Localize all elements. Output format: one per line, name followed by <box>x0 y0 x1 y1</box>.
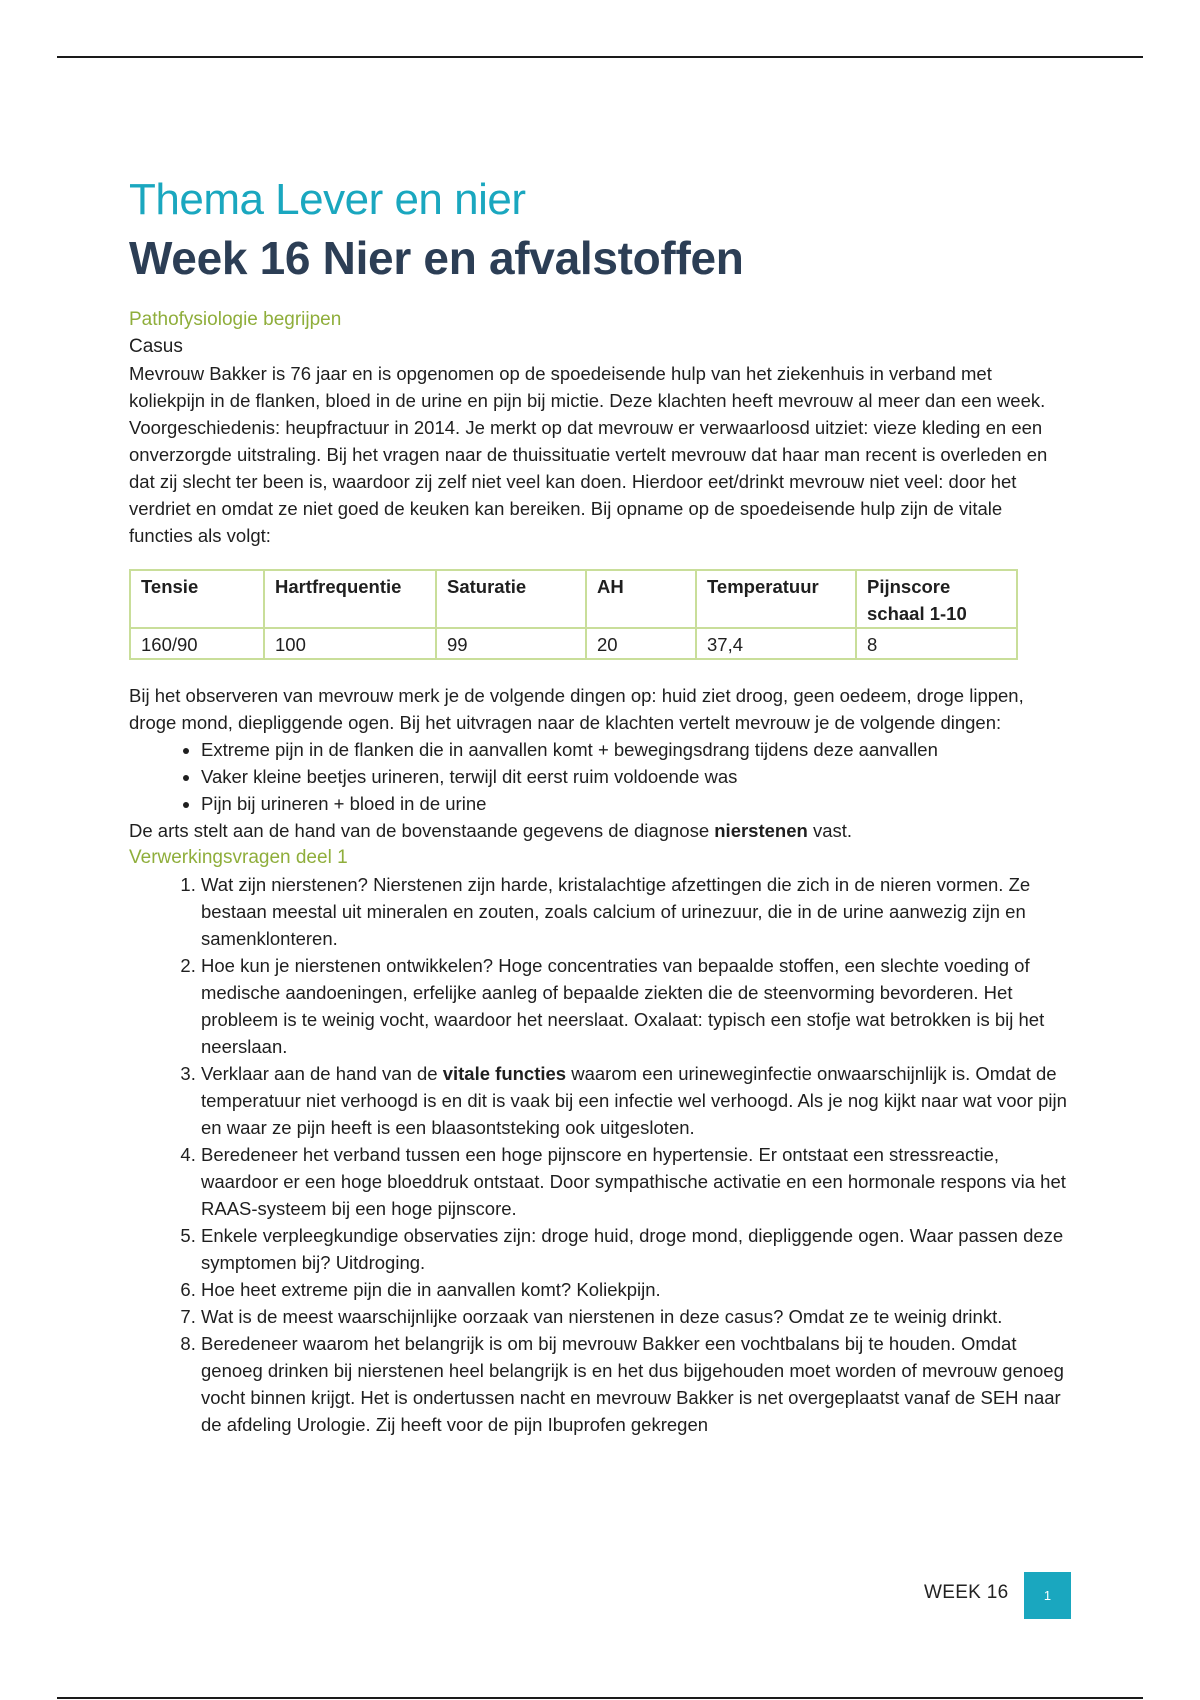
list-item: • Vaker kleine beetjes urineren, terwijl dit eerst ruim voldoende was <box>201 763 1069 790</box>
question-item: 7. Wat is de meest waarschijnlijke oorzaak van nierstenen in deze casus? Omdat ze te weinig drinkt. <box>201 1303 1069 1330</box>
vitals-value-cell: 8 <box>856 628 1017 659</box>
questions-list <box>129 871 1069 1438</box>
complaints-list <box>129 736 1069 817</box>
vitals-value-row <box>130 628 1017 659</box>
top-rule <box>57 56 1143 58</box>
vitals-header-cell: Pijnscore schaal 1-10 <box>856 570 1017 628</box>
vitals-header-cell: Saturatie <box>436 570 586 628</box>
vitals-header-cell: Tensie <box>130 570 264 628</box>
casus-label: Casus <box>129 336 183 357</box>
question-text: Verklaar aan de hand van de <box>201 1063 443 1084</box>
list-item: • Extreme pijn in de flanken die in aanvallen komt + bewegingsdrang tijdens deze aanvallen <box>201 736 1069 763</box>
section-heading-pathofysiologie: Pathofysiologie begrijpen <box>129 309 342 330</box>
question-bold: vitale functies <box>442 1063 567 1084</box>
document-body <box>129 172 1069 1438</box>
question-item: 5. Enkele verpleegkundige observaties zijn: droge huid, droge mond, diepliggende ogen. Waar passen deze symptomen bij? Uitdroging. <box>201 1222 1069 1276</box>
question-item: 8. Beredeneer waarom het belangrijk is om bij mevrouw Bakker een vochtbalans bij te houden. Omdat genoeg drinken bij nierstenen heel belangrijk is en het dus bijgehouden moet worden of mevrouw genoeg vocht binnen krijgt. Het is ondertussen nacht en mevrouw Bakker is net overgeplaatst vanaf de SEH naar de afdeling Urologie. Zij heeft voor de pijn Ibuprofen gekregen <box>201 1330 1069 1438</box>
vitals-header-cell: Temperatuur <box>696 570 856 628</box>
vitals-value-cell: 20 <box>586 628 696 659</box>
question-item: 1. Wat zijn nierstenen? Nierstenen zijn harde, kristalachtige afzettingen die zich in de nieren vormen. Ze bestaan meestal uit mineralen en zouten, zoals calcium of urinezuur, die in de urine aanwezig zijn en samenklonteren. <box>201 871 1069 952</box>
vitals-value-cell: 37,4 <box>696 628 856 659</box>
question-text-end: waarom een urineweginfectie onwaarschijnlijk is. Omdat de temperatuur niet verhoogd is en dit is vaak bij een infectie wel verhoogd. Als je nog kijkt naar wat voor pijn en waar ze pijn heeft is een blaasontsteking ook uitgesloten. <box>201 1063 1067 1138</box>
week-title: Week 16 Nier en afvalstoffen <box>129 232 744 284</box>
vitals-value-cell: 100 <box>264 628 436 659</box>
vitals-header-cell: Hartfrequentie <box>264 570 436 628</box>
question-item: 2. Hoe kun je nierstenen ontwikkelen? Hoge concentraties van bepaalde stoffen, een slechte voeding of medische aandoeningen, erfelijke aanleg of bepaalde ziekten die de steenvorming bevorderen. Het probleem is te weinig vocht, waardoor het neerslaat. Oxalaat: typisch een stofje wat betrokken is bij het neerslaan. <box>201 952 1069 1060</box>
casus-intro: Mevrouw Bakker is 76 jaar en is opgenomen op de spoedeisende hulp van het ziekenhuis in verband met koliekpijn in de flanken, bloed in de urine en pijn bij mictie. Deze klachten heeft mevrouw al meer dan een week. Voorgeschiedenis: heupfractuur in 2014. Je merkt op dat mevrouw er verwaarloosd uitziet: vieze kleding en een onverzorgde uitstraling. Bij het vragen naar de thuissituatie vertelt mevrouw dat haar man recent is overleden en dat zij slecht ter been is, waardoor zij zelf niet veel kan doen. Hierdoor eet/drinkt mevrouw niet veel: door het verdriet en omdat ze niet goed de keuken kan bereiken. Bij opname op de spoedeisende hulp zijn de vitale functies als volgt: <box>129 363 1048 546</box>
diagnosis-text-end: vast. <box>807 820 853 841</box>
question-item: 4. Beredeneer het verband tussen een hoge pijnscore en hypertensie. Er ontstaat een stressreactie, waardoor er een hoge bloeddruk ontstaat. Door sympathische activatie en een hormonale respons via het RAAS-systeem bij een hoge pijnscore. <box>201 1141 1069 1222</box>
diagnosis-bold: nierstenen <box>714 820 808 841</box>
vitals-table <box>129 569 1018 660</box>
diagnosis-sentence <box>129 817 1069 844</box>
theme-title: Thema Lever en nier <box>129 175 526 224</box>
bottom-rule <box>57 1697 1143 1699</box>
page-number-badge: 1 <box>1024 1572 1071 1619</box>
question-item <box>201 1060 1069 1141</box>
footer-week-label: WEEK 16 <box>924 1582 1009 1603</box>
vitals-header-cell: AH <box>586 570 696 628</box>
section-heading-verwerkingsvragen: Verwerkingsvragen deel 1 <box>129 847 348 868</box>
vitals-value-cell: 99 <box>436 628 586 659</box>
list-item: • Pijn bij urineren + bloed in de urine <box>201 790 1069 817</box>
diagnosis-text: De arts stelt aan de hand van de bovenstaande gegevens de diagnose <box>129 820 715 841</box>
question-item: 6. Hoe heet extreme pijn die in aanvallen komt? Koliekpijn. <box>201 1276 1069 1303</box>
vitals-value-cell: 160/90 <box>130 628 264 659</box>
observations-intro: Bij het observeren van mevrouw merk je de volgende dingen op: huid ziet droog, geen oedeem, droge lippen, droge mond, diepliggende ogen. Bij het uitvragen naar de klachten vertelt mevrouw je de volgende dingen: <box>129 685 1024 733</box>
vitals-header-row <box>130 570 1017 628</box>
